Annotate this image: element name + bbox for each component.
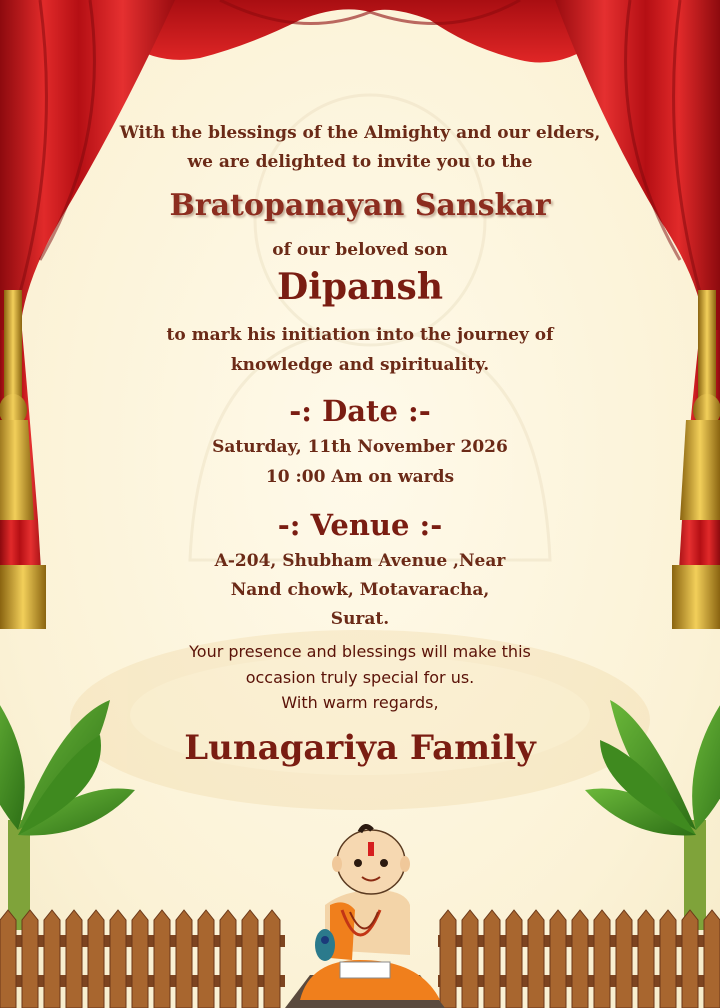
purpose-line-1: to mark his initiation into the journey of [166,325,554,345]
child-name: Dipansh [276,266,443,308]
closing-line-1: Your presence and blessings will make this [189,642,531,661]
venue-address-line-1: A-204, Shubham Avenue ,Near [214,551,506,571]
curtain-valance [130,0,600,63]
intro-line-1: With the blessings of the Almighty and our elders, [119,123,601,143]
event-date: Saturday, 11th November 2026 [212,437,508,457]
venue-address-line-3: Surat. [330,609,390,629]
of-son-line: of our beloved son [272,240,448,260]
purpose-line-2: knowledge and spirituality. [230,355,490,375]
family-name: Lunagariya Family [184,728,536,768]
closing-line-2: occasion truly special for us. [245,668,475,687]
child-monk-illustration [285,826,445,1008]
event-time: 10 :00 Am on wards [265,467,455,487]
intro-line-2: we are delighted to invite you to the [187,152,533,172]
venue-heading: -: Venue :- [277,508,443,542]
date-heading: -: Date :- [289,394,431,428]
venue-address-line-2: Nand chowk, Motavaracha, [230,580,490,600]
regards-line: With warm regards, [281,693,439,712]
ceremony-title: Bratopanayan Sanskar [169,188,551,223]
